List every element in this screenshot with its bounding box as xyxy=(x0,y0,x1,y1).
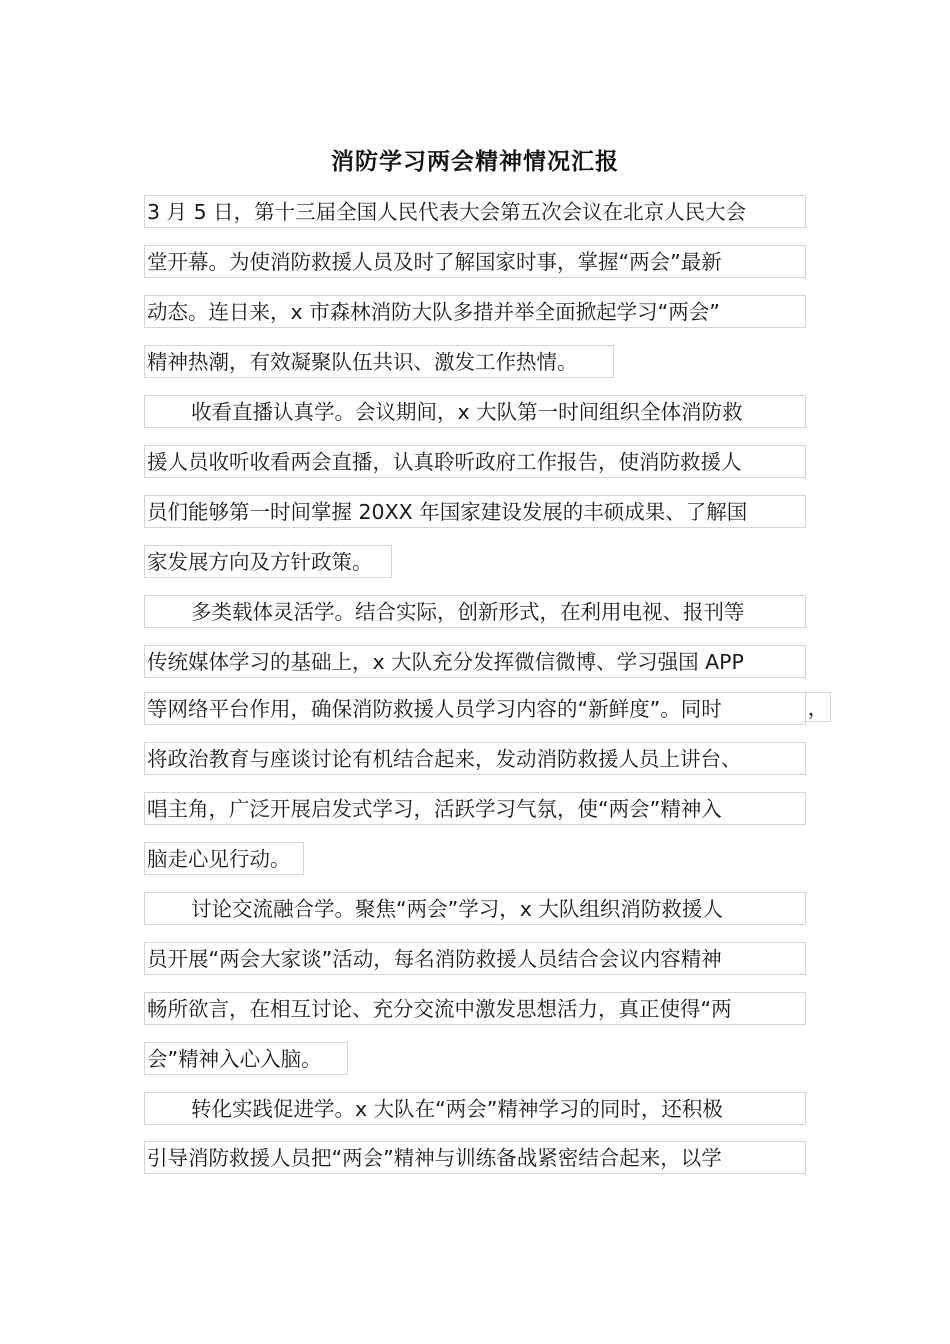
text-line: 3 月 5 日，第十三届全国人民代表大会第五次会议在北京人民大会 xyxy=(144,195,806,228)
document-title: 消防学习两会精神情况汇报 xyxy=(331,149,619,175)
text-line: 讨论交流融合学。聚焦“两会”学习，x 大队组织消防救援人 xyxy=(144,892,806,925)
text-line: 会”精神入心入脑。 xyxy=(144,1042,348,1075)
text-line: 等网络平台作用，确保消防救援人员学习内容的“新鲜度”。同时 xyxy=(144,692,806,725)
text-line: 员们能够第一时间掌握 20XX 年国家建设发展的丰硕成果、了解国 xyxy=(144,495,806,528)
text-line: 堂开幕。为使消防救援人员及时了解国家时事，掌握“两会”最新 xyxy=(144,245,806,278)
text-line: 员开展“两会大家谈”活动，每名消防救援人员结合会议内容精神 xyxy=(144,942,806,975)
text-line: 传统媒体学习的基础上，x 大队充分发挥微信微博、学习强国 APP xyxy=(144,645,806,678)
text-line: 畅所欲言，在相互讨论、充分交流中激发思想活力，真正使得“两 xyxy=(144,992,806,1025)
text-line: 唱主角，广泛开展启发式学习，活跃学习气氛，使“两会”精神入 xyxy=(144,792,806,825)
text-line: 多类载体灵活学。结合实际，创新形式，在利用电视、报刊等 xyxy=(144,595,806,628)
text-line: 将政治教育与座谈讨论有机结合起来，发动消防救援人员上讲台、 xyxy=(144,742,806,775)
text-line: 引导消防救援人员把“两会”精神与训练备战紧密结合起来，以学 xyxy=(144,1141,806,1174)
text-line: 援人员收听收看两会直播，认真聆听政府工作报告，使消防救援人 xyxy=(144,445,806,478)
text-line: 家发展方向及方针政策。 xyxy=(144,545,392,578)
text-line: 脑走心见行动。 xyxy=(144,842,304,875)
text-line: 收看直播认真学。会议期间，x 大队第一时间组织全体消防救 xyxy=(144,395,806,428)
overflow-comma: ， xyxy=(805,692,831,722)
text-line: 动态。连日来，x 市森林消防大队多措并举全面掀起学习“两会” xyxy=(144,295,806,328)
text-line: 精神热潮，有效凝聚队伍共识、激发工作热情。 xyxy=(144,345,614,378)
text-line: 转化实践促进学。x 大队在“两会”精神学习的同时，还积极 xyxy=(144,1092,806,1125)
